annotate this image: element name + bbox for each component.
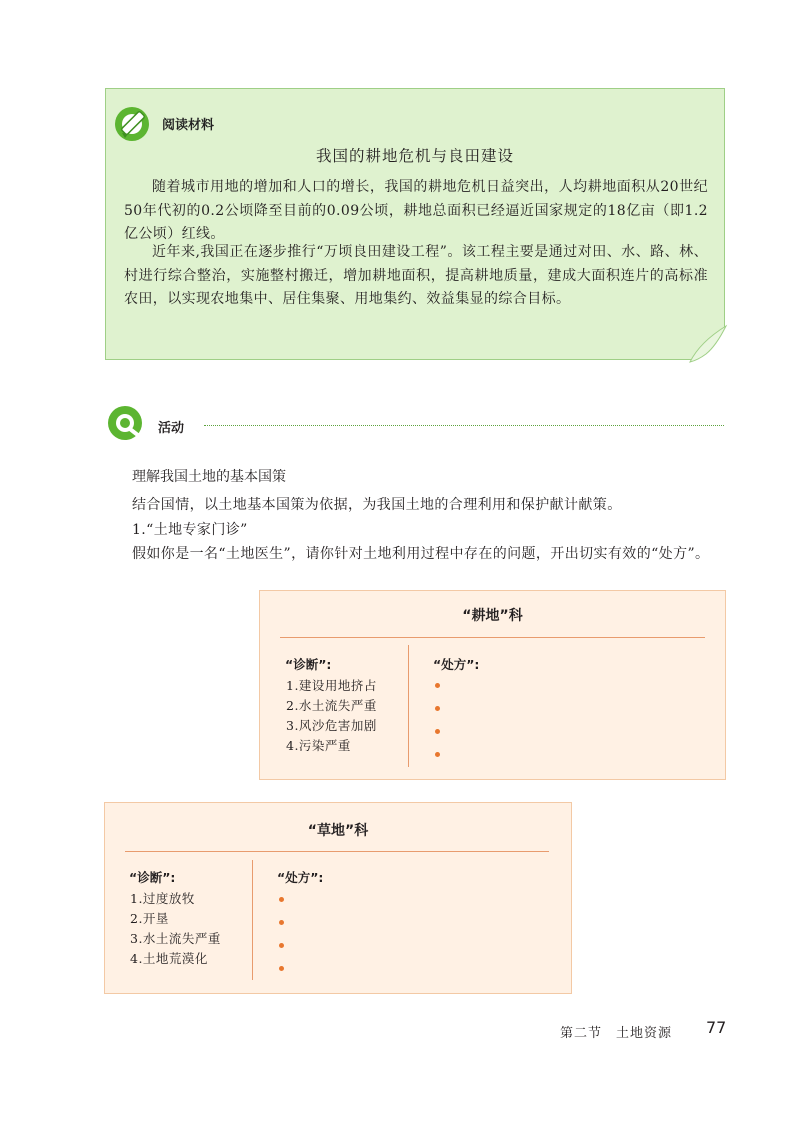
- reading-paragraph-2: 近年来,我国正在逐步推行“万顷良田建设工程”。该工程主要是通过对田、水、路、林、村进行综合整治，实施整村搬迁，增加耕地面积，提高耕地质量，建成大面积连片的高标准农田，以实现农地集中、居住集聚、用地集约、效益集显的综合目标。: [124, 244, 708, 307]
- grassland-diagnosis-item: 4.土地荒漠化: [130, 951, 208, 966]
- footer-section-title: 第二节 土地资源: [560, 1026, 673, 1041]
- farmland-clinic-title: “耕地”科: [462, 608, 523, 624]
- grassland-prescription-label: “处方”:: [277, 870, 324, 885]
- grassland-diagnosis-item: 2.开垦: [130, 911, 169, 926]
- farmland-diagnosis-item: 1.建设用地挤占: [286, 678, 377, 693]
- farmland-clinic-rule: [280, 637, 705, 638]
- activity-label: 活动: [158, 421, 185, 436]
- grassland-diagnosis-list: [130, 889, 221, 969]
- farmland-diagnosis-item: 4.污染严重: [286, 738, 351, 753]
- farmland-clinic-divider: [408, 645, 409, 767]
- farmland-diagnosis-label: “诊断”:: [285, 657, 332, 672]
- grassland-diagnosis-item: 3.水土流失严重: [130, 931, 221, 946]
- farmland-prescription-bullet: [435, 752, 440, 757]
- grassland-prescription-bullet: [279, 897, 284, 902]
- activity-intro: 结合国情，以土地基本国策为依据，为我国土地的合理利用和保护献计献策。: [132, 497, 622, 513]
- farmland-diagnosis-item: 3.风沙危害加剧: [286, 718, 377, 733]
- activity-heading: 理解我国土地的基本国策: [132, 469, 286, 485]
- reading-material-label: 阅读材料: [162, 118, 215, 133]
- grassland-clinic-title: “草地”科: [307, 823, 369, 839]
- farmland-prescription-bullet: [435, 729, 440, 734]
- farmland-diagnosis-list: [286, 676, 377, 756]
- grassland-clinic-divider: [252, 860, 253, 980]
- activity-item-1-description: 假如你是一名“土地医生”，请你针对土地利用过程中存在的问题，开出切实有效的“处方”。: [132, 546, 710, 562]
- activity-item-1-title: 1.“土地专家门诊”: [132, 522, 248, 538]
- farmland-prescription-label: “处方”:: [433, 657, 480, 672]
- grassland-prescription-bullet: [279, 920, 284, 925]
- grassland-diagnosis-item: 1.过度放牧: [130, 891, 195, 906]
- farmland-prescription-bullet: [435, 706, 440, 711]
- activity-icon: [105, 404, 149, 442]
- grassland-clinic-rule: [125, 851, 549, 852]
- grassland-diagnosis-label: “诊断”:: [129, 870, 176, 885]
- farmland-diagnosis-item: 2.水土流失严重: [286, 698, 377, 713]
- grassland-prescription-bullet: [279, 943, 284, 948]
- reading-pencil-icon: [112, 104, 156, 144]
- grassland-prescription-bullet: [279, 966, 284, 971]
- page-number: 77: [706, 1018, 727, 1037]
- page-curl-icon: [688, 324, 728, 364]
- reading-material-title: 我国的耕地危机与良田建设: [315, 147, 514, 165]
- reading-paragraph-1: 随着城市用地的增加和人口的增长，我国的耕地危机日益突出，人均耕地面积从20世纪50年代初的0.2公顷降至目前的0.09公顷，耕地总面积已经逼近国家规定的18亿亩（即1.2亿公顷）红线。: [124, 179, 708, 242]
- farmland-prescription-bullet: [435, 683, 440, 688]
- activity-divider: [204, 425, 724, 426]
